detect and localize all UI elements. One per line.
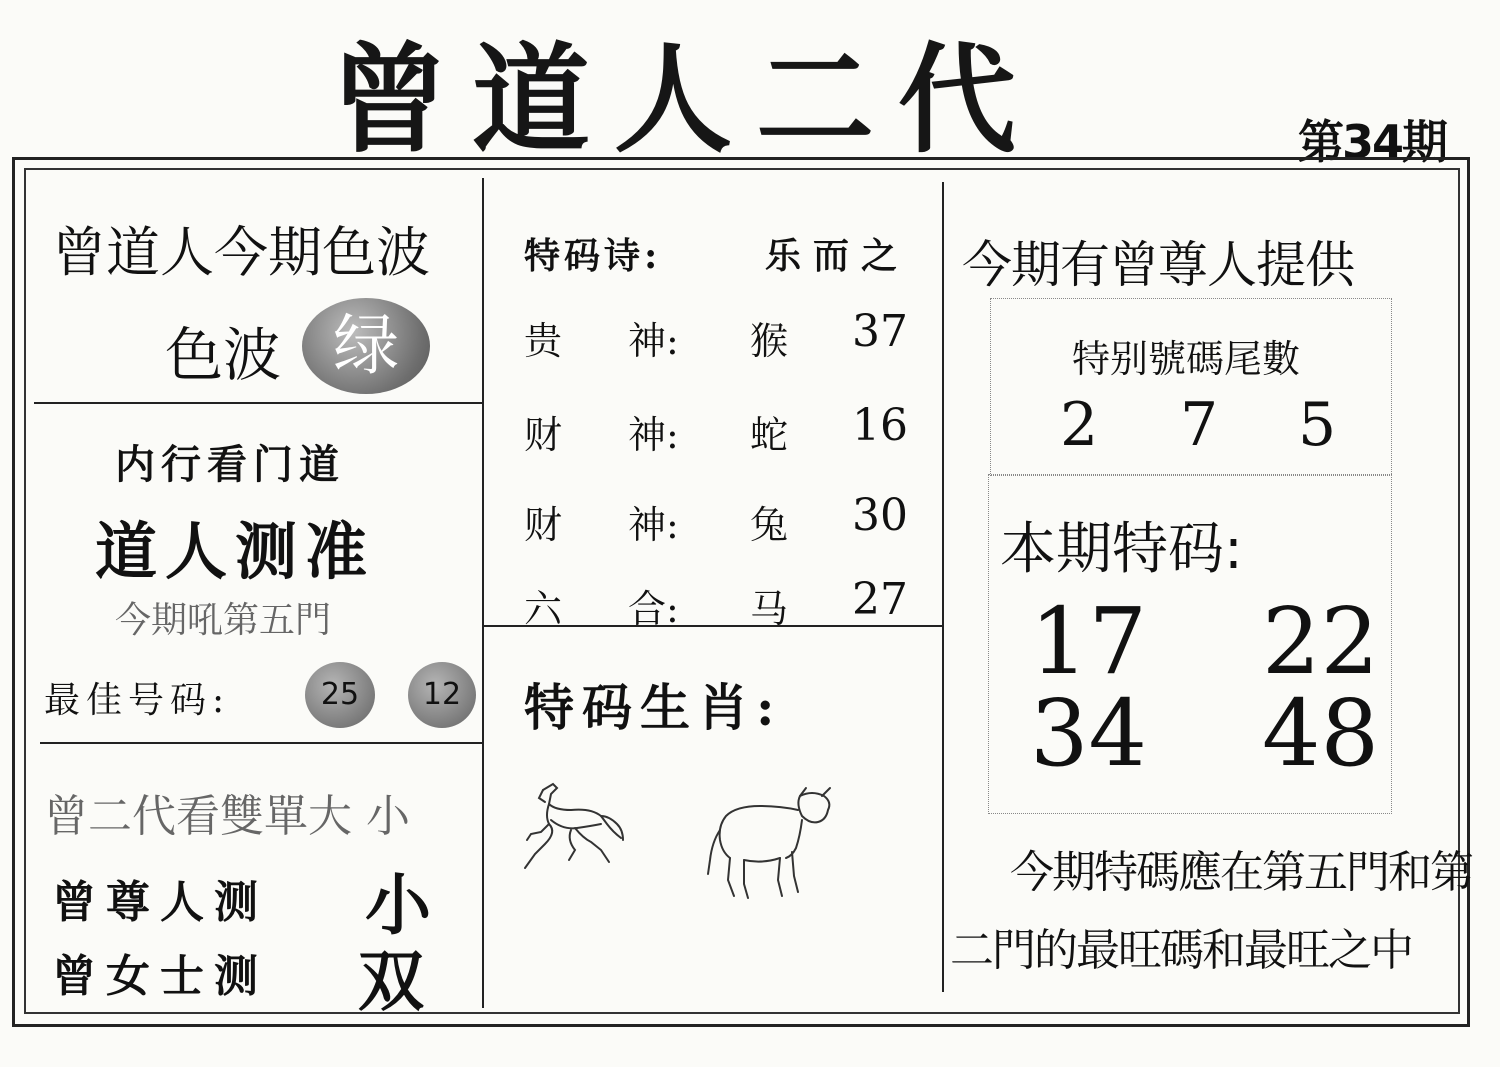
tail-digit-1: 2 [1060, 390, 1099, 460]
row-number: 27 [852, 574, 908, 625]
row-char-2: 神: [628, 319, 679, 363]
row-char-2: 神: [628, 503, 679, 547]
page-title: 曾道人二代 [330, 30, 1041, 169]
gate-hint: 今期吼第五門 [115, 600, 332, 641]
prediction-label-2: 曾女士测 [52, 951, 268, 1002]
poem-label: 特码诗: [524, 235, 662, 277]
ox-icon [700, 780, 850, 905]
best-number-ball-1: 25 [305, 662, 375, 728]
prediction-label-1: 曾尊人测 [52, 877, 268, 928]
row-char-1: 财 [524, 413, 563, 457]
tail-digit-2: 7 [1180, 390, 1219, 460]
special-label: 本期特码: [1000, 517, 1243, 582]
divider-middle-right [942, 182, 944, 992]
row-char-1: 贵 [524, 319, 563, 363]
issue-number: 第34期 [1298, 115, 1447, 169]
row-char-2: 合: [628, 587, 679, 631]
poem-text: 乐而之 [765, 235, 910, 277]
row-animal: 猴 [750, 319, 789, 363]
special-number-2: 22 [1262, 588, 1380, 695]
provider-heading: 今期有曾尊人提供 [962, 236, 1354, 294]
best-numbers-label: 最佳号码: [44, 680, 231, 721]
divider-left-middle [482, 178, 484, 1008]
motto-big: 道人测准 [95, 515, 376, 588]
row-char-1: 六 [524, 587, 563, 631]
size-heading: 曾二代看雙單大 小 [44, 791, 410, 842]
horse-icon [505, 780, 630, 880]
wave-heading: 曾道人今期色波 [52, 221, 430, 284]
row-number: 16 [852, 400, 908, 451]
prediction-value-2: 双 [358, 942, 424, 1020]
row-number: 37 [852, 306, 908, 357]
row-animal: 蛇 [750, 413, 789, 457]
row-char-1: 财 [524, 503, 563, 547]
row-number: 30 [852, 490, 908, 541]
tail-label: 特别號碼尾數 [1072, 337, 1301, 381]
motto-small: 内行看门道 [115, 441, 345, 488]
note-line-1: 今期特碼應在第五門和第 [1010, 847, 1472, 898]
best-number-ball-2: 12 [408, 662, 476, 728]
tail-digit-3: 5 [1298, 390, 1337, 460]
divider-left-1 [34, 402, 482, 404]
row-char-2: 神: [628, 413, 679, 457]
zodiac-label: 特码生肖: [524, 678, 783, 737]
special-number-4: 48 [1262, 680, 1380, 787]
row-animal: 兔 [750, 503, 789, 547]
note-line-2: 二門的最旺碼和最旺之中 [950, 925, 1412, 976]
wave-label: 色波 [165, 321, 282, 389]
special-number-3: 34 [1030, 680, 1148, 787]
wave-color-ball: 绿 [302, 298, 430, 394]
special-number-1: 17 [1030, 588, 1148, 695]
divider-left-2 [40, 742, 482, 744]
prediction-value-1: 小 [365, 866, 431, 944]
row-animal: 马 [750, 587, 789, 631]
